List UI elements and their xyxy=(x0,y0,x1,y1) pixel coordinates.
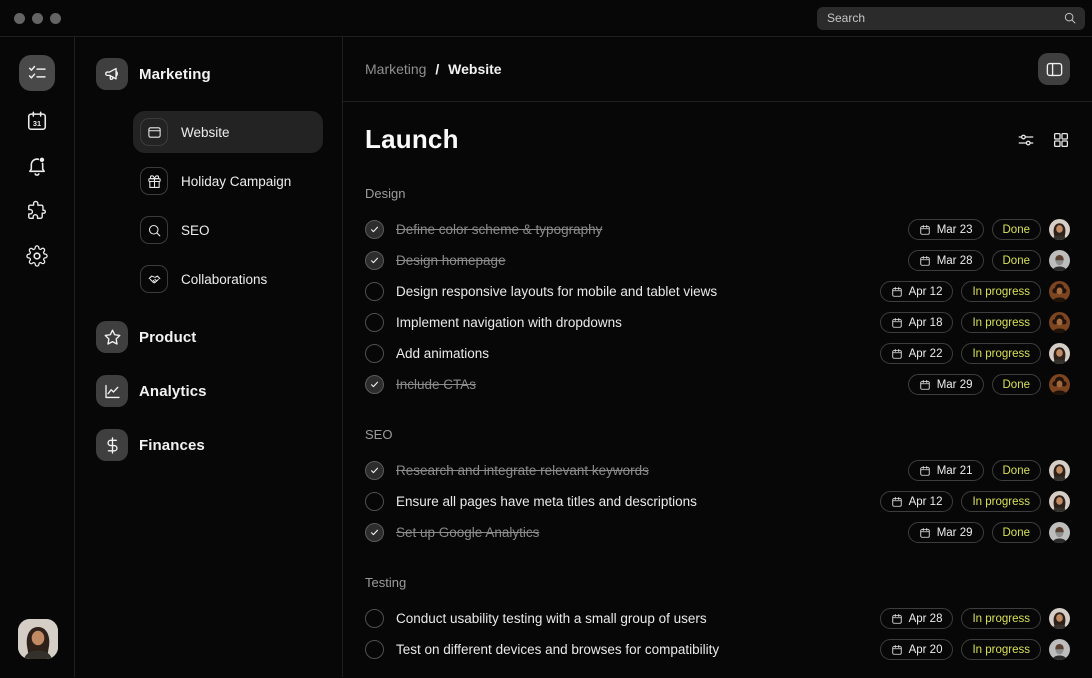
task-row[interactable] xyxy=(365,307,1070,338)
calendar-icon xyxy=(26,110,48,132)
sidebar-item-holiday-campaign[interactable] xyxy=(133,160,323,202)
title-row xyxy=(365,124,1070,155)
task-checkbox[interactable] xyxy=(365,344,384,363)
status-label: In progress xyxy=(972,643,1030,656)
task-row[interactable] xyxy=(365,486,1070,517)
browser-icon xyxy=(140,118,168,146)
app-frame xyxy=(0,37,1092,677)
title-actions xyxy=(1017,131,1070,149)
calendar-small-icon xyxy=(919,465,931,477)
assignee-avatar[interactable] xyxy=(1049,522,1070,543)
task-section-testing xyxy=(365,575,1070,665)
dollar-icon xyxy=(96,429,128,461)
calendar-small-icon xyxy=(891,496,903,508)
window-controls xyxy=(14,13,61,24)
task-label: Implement navigation with dropdowns xyxy=(396,315,622,330)
calendar-small-icon xyxy=(891,613,903,625)
sidebar-item-label: Holiday Campaign xyxy=(181,173,292,189)
calendar-small-icon xyxy=(891,286,903,298)
status-badge[interactable] xyxy=(961,343,1041,364)
assignee-avatar[interactable] xyxy=(1049,312,1070,333)
window-titlebar xyxy=(0,0,1092,37)
sidebar-group-label: Analytics xyxy=(139,382,207,400)
status-badge[interactable] xyxy=(961,312,1041,333)
due-date-label: Apr 20 xyxy=(908,643,943,656)
task-row[interactable] xyxy=(365,214,1070,245)
sidebar xyxy=(75,37,343,677)
sidebar-item-website[interactable] xyxy=(133,111,323,153)
status-badge[interactable] xyxy=(992,219,1042,240)
task-row[interactable] xyxy=(365,455,1070,486)
task-row[interactable] xyxy=(365,369,1070,400)
task-label: Ensure all pages have meta titles and descriptions xyxy=(396,494,697,509)
sidebar-group-label: Marketing xyxy=(139,65,211,83)
sidebar-item-collaborations[interactable] xyxy=(133,258,323,300)
task-label: Define color scheme & typography xyxy=(396,222,603,237)
task-section-seo xyxy=(365,427,1070,548)
calendar-small-icon xyxy=(891,644,903,656)
window-control-dot[interactable] xyxy=(32,13,43,24)
window-control-dot[interactable] xyxy=(14,13,25,24)
checklist-icon xyxy=(27,63,48,84)
sidebar-item-seo[interactable] xyxy=(133,209,323,251)
magnifier-icon xyxy=(140,216,168,244)
assignee-avatar[interactable] xyxy=(1049,250,1070,271)
due-date-badge[interactable] xyxy=(880,343,954,364)
assignee-avatar[interactable] xyxy=(1049,491,1070,512)
section-label: Design xyxy=(365,186,406,201)
section-label: Testing xyxy=(365,575,407,590)
task-label: Add animations xyxy=(396,346,490,361)
task-section-design xyxy=(365,186,1070,400)
status-badge[interactable] xyxy=(992,522,1042,543)
rail-item-tasks[interactable] xyxy=(19,55,55,91)
due-date-badge[interactable] xyxy=(880,639,954,660)
calendar-small-icon xyxy=(891,348,903,360)
status-label: Done xyxy=(1002,464,1030,477)
user-avatar[interactable] xyxy=(18,619,58,659)
task-label: Design homepage xyxy=(396,253,506,268)
task-checkbox[interactable] xyxy=(365,461,384,480)
main-header xyxy=(343,37,1092,102)
view-grid-button[interactable] xyxy=(1052,131,1070,149)
task-row[interactable] xyxy=(365,276,1070,307)
task-checkbox[interactable] xyxy=(365,313,384,332)
task-label: Test on different devices and browses for compatibility xyxy=(396,642,720,657)
calendar-small-icon xyxy=(919,224,931,236)
due-date-label: Mar 21 xyxy=(936,464,973,477)
section-label: SEO xyxy=(365,427,393,442)
task-checkbox[interactable] xyxy=(365,609,384,628)
assignee-avatar[interactable] xyxy=(1049,281,1070,302)
task-row[interactable] xyxy=(365,245,1070,276)
gift-icon xyxy=(140,167,168,195)
task-row[interactable] xyxy=(365,338,1070,369)
megaphone-icon xyxy=(96,58,128,90)
status-label: In progress xyxy=(972,495,1030,508)
search-input[interactable] xyxy=(827,11,1063,25)
task-checkbox[interactable] xyxy=(365,375,384,394)
search-icon xyxy=(1063,11,1077,25)
sidebar-group-product[interactable] xyxy=(96,321,342,353)
sidebar-group-label: Finances xyxy=(139,436,205,454)
task-row[interactable] xyxy=(365,634,1070,665)
sidebar-item-label: SEO xyxy=(181,222,210,238)
status-badge[interactable] xyxy=(961,608,1041,629)
task-checkbox[interactable] xyxy=(365,282,384,301)
sidebar-group-analytics[interactable] xyxy=(96,375,342,407)
sidebar-group-marketing[interactable] xyxy=(96,58,342,90)
page-title: Launch xyxy=(365,124,459,154)
grid-icon xyxy=(1052,131,1070,149)
due-date-label: Apr 12 xyxy=(908,495,943,508)
task-checkbox[interactable] xyxy=(365,220,384,239)
rail-item-calendar[interactable] xyxy=(19,108,55,134)
due-date-badge[interactable] xyxy=(908,250,984,271)
assignee-avatar[interactable] xyxy=(1049,219,1070,240)
sidebar-group-label: Product xyxy=(139,328,197,346)
due-date-badge[interactable] xyxy=(880,491,954,512)
assignee-avatar[interactable] xyxy=(1049,460,1070,481)
filter-button[interactable] xyxy=(1017,131,1035,149)
assignee-avatar[interactable] xyxy=(1049,374,1070,395)
breadcrumb-separator: / xyxy=(435,61,440,77)
due-date-badge[interactable] xyxy=(908,374,984,395)
panel-icon xyxy=(1045,60,1064,79)
task-checkbox[interactable] xyxy=(365,640,384,659)
sidebar-sublist xyxy=(133,111,342,300)
due-date-badge[interactable] xyxy=(880,281,954,302)
breadcrumb-parent[interactable]: Marketing xyxy=(365,61,427,77)
due-date-label: Mar 23 xyxy=(936,223,973,236)
task-row[interactable] xyxy=(365,517,1070,548)
due-date-badge[interactable] xyxy=(880,608,954,629)
due-date-badge[interactable] xyxy=(908,219,984,240)
status-badge[interactable] xyxy=(961,491,1041,512)
due-date-badge[interactable] xyxy=(908,522,984,543)
assignee-avatar[interactable] xyxy=(1049,608,1070,629)
sidebar-item-label: Website xyxy=(181,124,230,140)
task-row[interactable] xyxy=(365,603,1070,634)
status-label: In progress xyxy=(972,612,1030,625)
calendar-small-icon xyxy=(919,255,931,267)
due-date-label: Apr 28 xyxy=(908,612,943,625)
search-bar[interactable] xyxy=(817,7,1085,30)
sliders-icon xyxy=(1017,131,1035,149)
status-label: Done xyxy=(1002,526,1030,539)
due-date-label: Mar 29 xyxy=(936,526,973,539)
task-checkbox[interactable] xyxy=(365,251,384,270)
task-label: Design responsive layouts for mobile and tablet views xyxy=(396,284,718,299)
task-label: Include CTAs xyxy=(396,377,477,392)
toggle-sidebar-button[interactable] xyxy=(1038,53,1070,85)
due-date-badge[interactable] xyxy=(880,312,954,333)
gear-icon xyxy=(26,245,48,267)
main-panel xyxy=(343,37,1092,677)
status-label: In progress xyxy=(972,285,1030,298)
due-date-label: Mar 29 xyxy=(936,378,973,391)
due-date-label: Apr 12 xyxy=(908,285,943,298)
puzzle-icon xyxy=(26,200,48,222)
assignee-avatar[interactable] xyxy=(1049,639,1070,660)
task-checkbox[interactable] xyxy=(365,523,384,542)
task-label: Research and integrate relevant keywords xyxy=(396,463,649,478)
breadcrumb xyxy=(365,61,502,77)
breadcrumb-current: Website xyxy=(448,61,502,77)
task-sections xyxy=(365,186,1070,665)
status-label: Done xyxy=(1002,378,1030,391)
status-label: In progress xyxy=(972,316,1030,329)
task-label: Set up Google Analytics xyxy=(396,525,540,540)
svg-text:31: 31 xyxy=(32,119,42,129)
status-badge[interactable] xyxy=(961,639,1041,660)
calendar-small-icon xyxy=(891,317,903,329)
status-label: In progress xyxy=(972,347,1030,360)
status-badge[interactable] xyxy=(992,250,1042,271)
calendar-small-icon xyxy=(919,379,931,391)
status-label: Done xyxy=(1002,254,1030,267)
status-label: Done xyxy=(1002,223,1030,236)
icon-rail xyxy=(0,37,75,677)
status-badge[interactable] xyxy=(961,281,1041,302)
calendar-small-icon xyxy=(919,527,931,539)
due-date-label: Apr 22 xyxy=(908,347,943,360)
assignee-avatar[interactable] xyxy=(1049,343,1070,364)
due-date-label: Apr 18 xyxy=(908,316,943,329)
status-badge[interactable] xyxy=(992,460,1042,481)
rail-item-integrations[interactable] xyxy=(19,198,55,224)
task-label: Conduct usability testing with a small group of users xyxy=(396,611,707,626)
handshake-icon xyxy=(140,265,168,293)
sidebar-item-label: Collaborations xyxy=(181,271,268,287)
content-area xyxy=(343,124,1092,665)
due-date-badge[interactable] xyxy=(908,460,984,481)
window-control-dot[interactable] xyxy=(50,13,61,24)
due-date-label: Mar 28 xyxy=(936,254,973,267)
chart-icon xyxy=(96,375,128,407)
rail-item-settings[interactable] xyxy=(19,243,55,269)
task-checkbox[interactable] xyxy=(365,492,384,511)
status-badge[interactable] xyxy=(992,374,1042,395)
sidebar-group-finances[interactable] xyxy=(96,429,342,461)
rail-item-notifications[interactable] xyxy=(19,153,55,179)
star-icon xyxy=(96,321,128,353)
bell-icon xyxy=(26,155,48,177)
